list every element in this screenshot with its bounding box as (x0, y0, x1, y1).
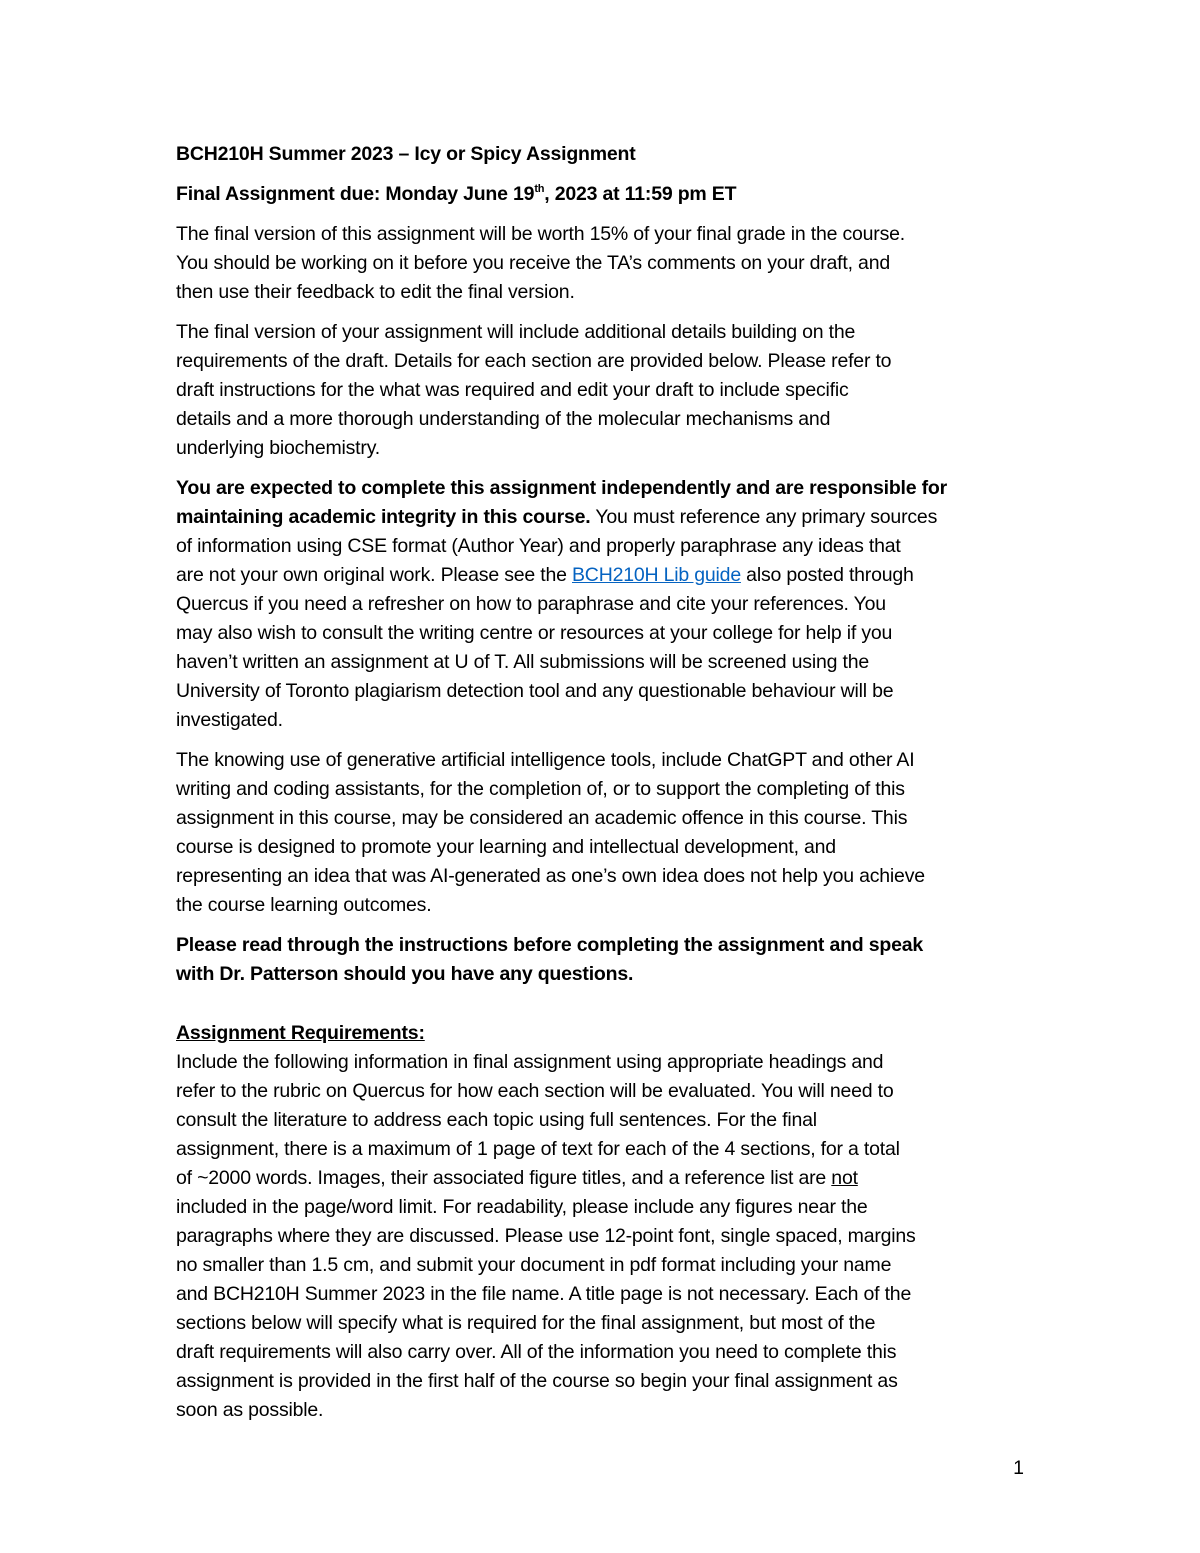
paragraph-line: soon as possible. (176, 1399, 324, 1421)
document-title: BCH210H Summer 2023 – Icy or Spicy Assignment (176, 143, 636, 165)
paragraph-line: paragraphs where they are discussed. Please use 12-point font, single spaced, margins (176, 1225, 916, 1247)
paragraph-line: representing an idea that was AI-generated as one’s own idea does not help you achieve (176, 865, 925, 887)
paragraph-ai-policy (176, 746, 1026, 920)
paragraph-line: writing and coding assistants, for the completion of, or to support the completing of this (176, 778, 905, 800)
paragraph-line: Include the following information in final assignment using appropriate headings and (176, 1051, 884, 1073)
paragraph-requirements (176, 1048, 1026, 1425)
paragraph-line: draft requirements will also carry over. All of the information you need to complete this (176, 1341, 897, 1363)
paragraph-line: The knowing use of generative artificial intelligence tools, include ChatGPT and other AI (176, 749, 915, 771)
paragraph-line: requirements of the draft. Details for each section are provided below. Please refer to (176, 350, 892, 372)
paragraph-line: included in the page/word limit. For readability, please include any figures near the (176, 1196, 868, 1218)
paragraph-line: with Dr. Patterson should you have any questions. (176, 963, 634, 985)
paragraph-line: details and a more thorough understanding of the molecular mechanisms and (176, 408, 831, 430)
due-date (176, 180, 1026, 209)
paragraph-grade-weight (176, 220, 1026, 307)
paragraph-line: then use their feedback to edit the final version. (176, 281, 575, 303)
paragraph-line: refer to the rubric on Quercus for how each section will be evaluated. You will need to (176, 1080, 894, 1102)
document-page (176, 140, 1026, 1425)
paragraph-line: consult the literature to address each topic using full sentences. For the final (176, 1109, 817, 1131)
paragraph-line: draft instructions for the what was required and edit your draft to include specific (176, 379, 849, 401)
not-emphasis: not (831, 1167, 858, 1189)
paragraph-line: assignment, there is a maximum of 1 page of text for each of the 4 sections, for a total (176, 1138, 900, 1160)
paragraph-line: investigated. (176, 709, 283, 731)
paragraph-line: haven’t written an assignment at U of T. All submissions will be screened using the (176, 651, 869, 673)
paragraph-line: sections below will specify what is required for the final assignment, but most of the (176, 1312, 876, 1334)
paragraph-line: You are expected to complete this assignment independently and are responsible for (176, 477, 948, 499)
paragraph-line: The final version of this assignment will be worth 15% of your final grade in the course. (176, 223, 905, 245)
paragraph-text: of ~2000 words. Images, their associated figure titles, and a reference list are (176, 1167, 832, 1189)
paragraph-line: and BCH210H Summer 2023 in the file name. A title page is not necessary. Each of the (176, 1283, 912, 1305)
paragraph-line: may also wish to consult the writing centre or resources at your college for help if you (176, 622, 893, 644)
paragraph-line (176, 1164, 1026, 1193)
paragraph-line: You should be working on it before you receive the TA’s comments on your draft, and (176, 252, 890, 274)
paragraph-line: the course learning outcomes. (176, 894, 432, 916)
paragraph-line: underlying biochemistry. (176, 437, 381, 459)
paragraph-line: no smaller than 1.5 cm, and submit your document in pdf format including your name (176, 1254, 892, 1276)
paragraph-read-instructions (176, 931, 1026, 989)
paragraph-line: assignment is provided in the first half of the course so begin your final assignment as (176, 1370, 898, 1392)
due-date-prefix: Final Assignment due: Monday June 19 (176, 183, 535, 205)
paragraph-line: course is designed to promote your learning and intellectual development, and (176, 836, 836, 858)
due-date-suffix: , 2023 at 11:59 pm ET (544, 183, 737, 205)
requirements-heading: Assignment Requirements: (176, 1022, 425, 1044)
paragraph-text: are not your own original work. Please see the (176, 564, 572, 586)
paragraph-text: also posted through (740, 564, 914, 586)
integrity-emphasis: maintaining academic integrity in this course. (176, 506, 591, 528)
paragraph-line: The final version of your assignment will include additional details building on the (176, 321, 856, 343)
page-number: 1 (1013, 1457, 1024, 1479)
paragraph-line (176, 503, 1026, 532)
paragraph-line: Please read through the instructions before completing the assignment and speak (176, 934, 924, 956)
lib-guide-link[interactable]: BCH210H Lib guide (572, 564, 741, 586)
paragraph-line: University of Toronto plagiarism detection tool and any questionable behaviour will be (176, 680, 894, 702)
paragraph-text: You must reference any primary sources (590, 506, 938, 528)
paragraph-line: of information using CSE format (Author Year) and properly paraphrase any ideas that (176, 535, 901, 557)
paragraph-line: Quercus if you need a refresher on how to paraphrase and cite your references. You (176, 593, 886, 615)
paragraph-line (176, 561, 1026, 590)
due-date-superscript: th (534, 183, 545, 195)
paragraph-line: assignment in this course, may be considered an academic offence in this course. This (176, 807, 908, 829)
paragraph-academic-integrity (176, 474, 1026, 735)
paragraph-final-version (176, 318, 1026, 463)
